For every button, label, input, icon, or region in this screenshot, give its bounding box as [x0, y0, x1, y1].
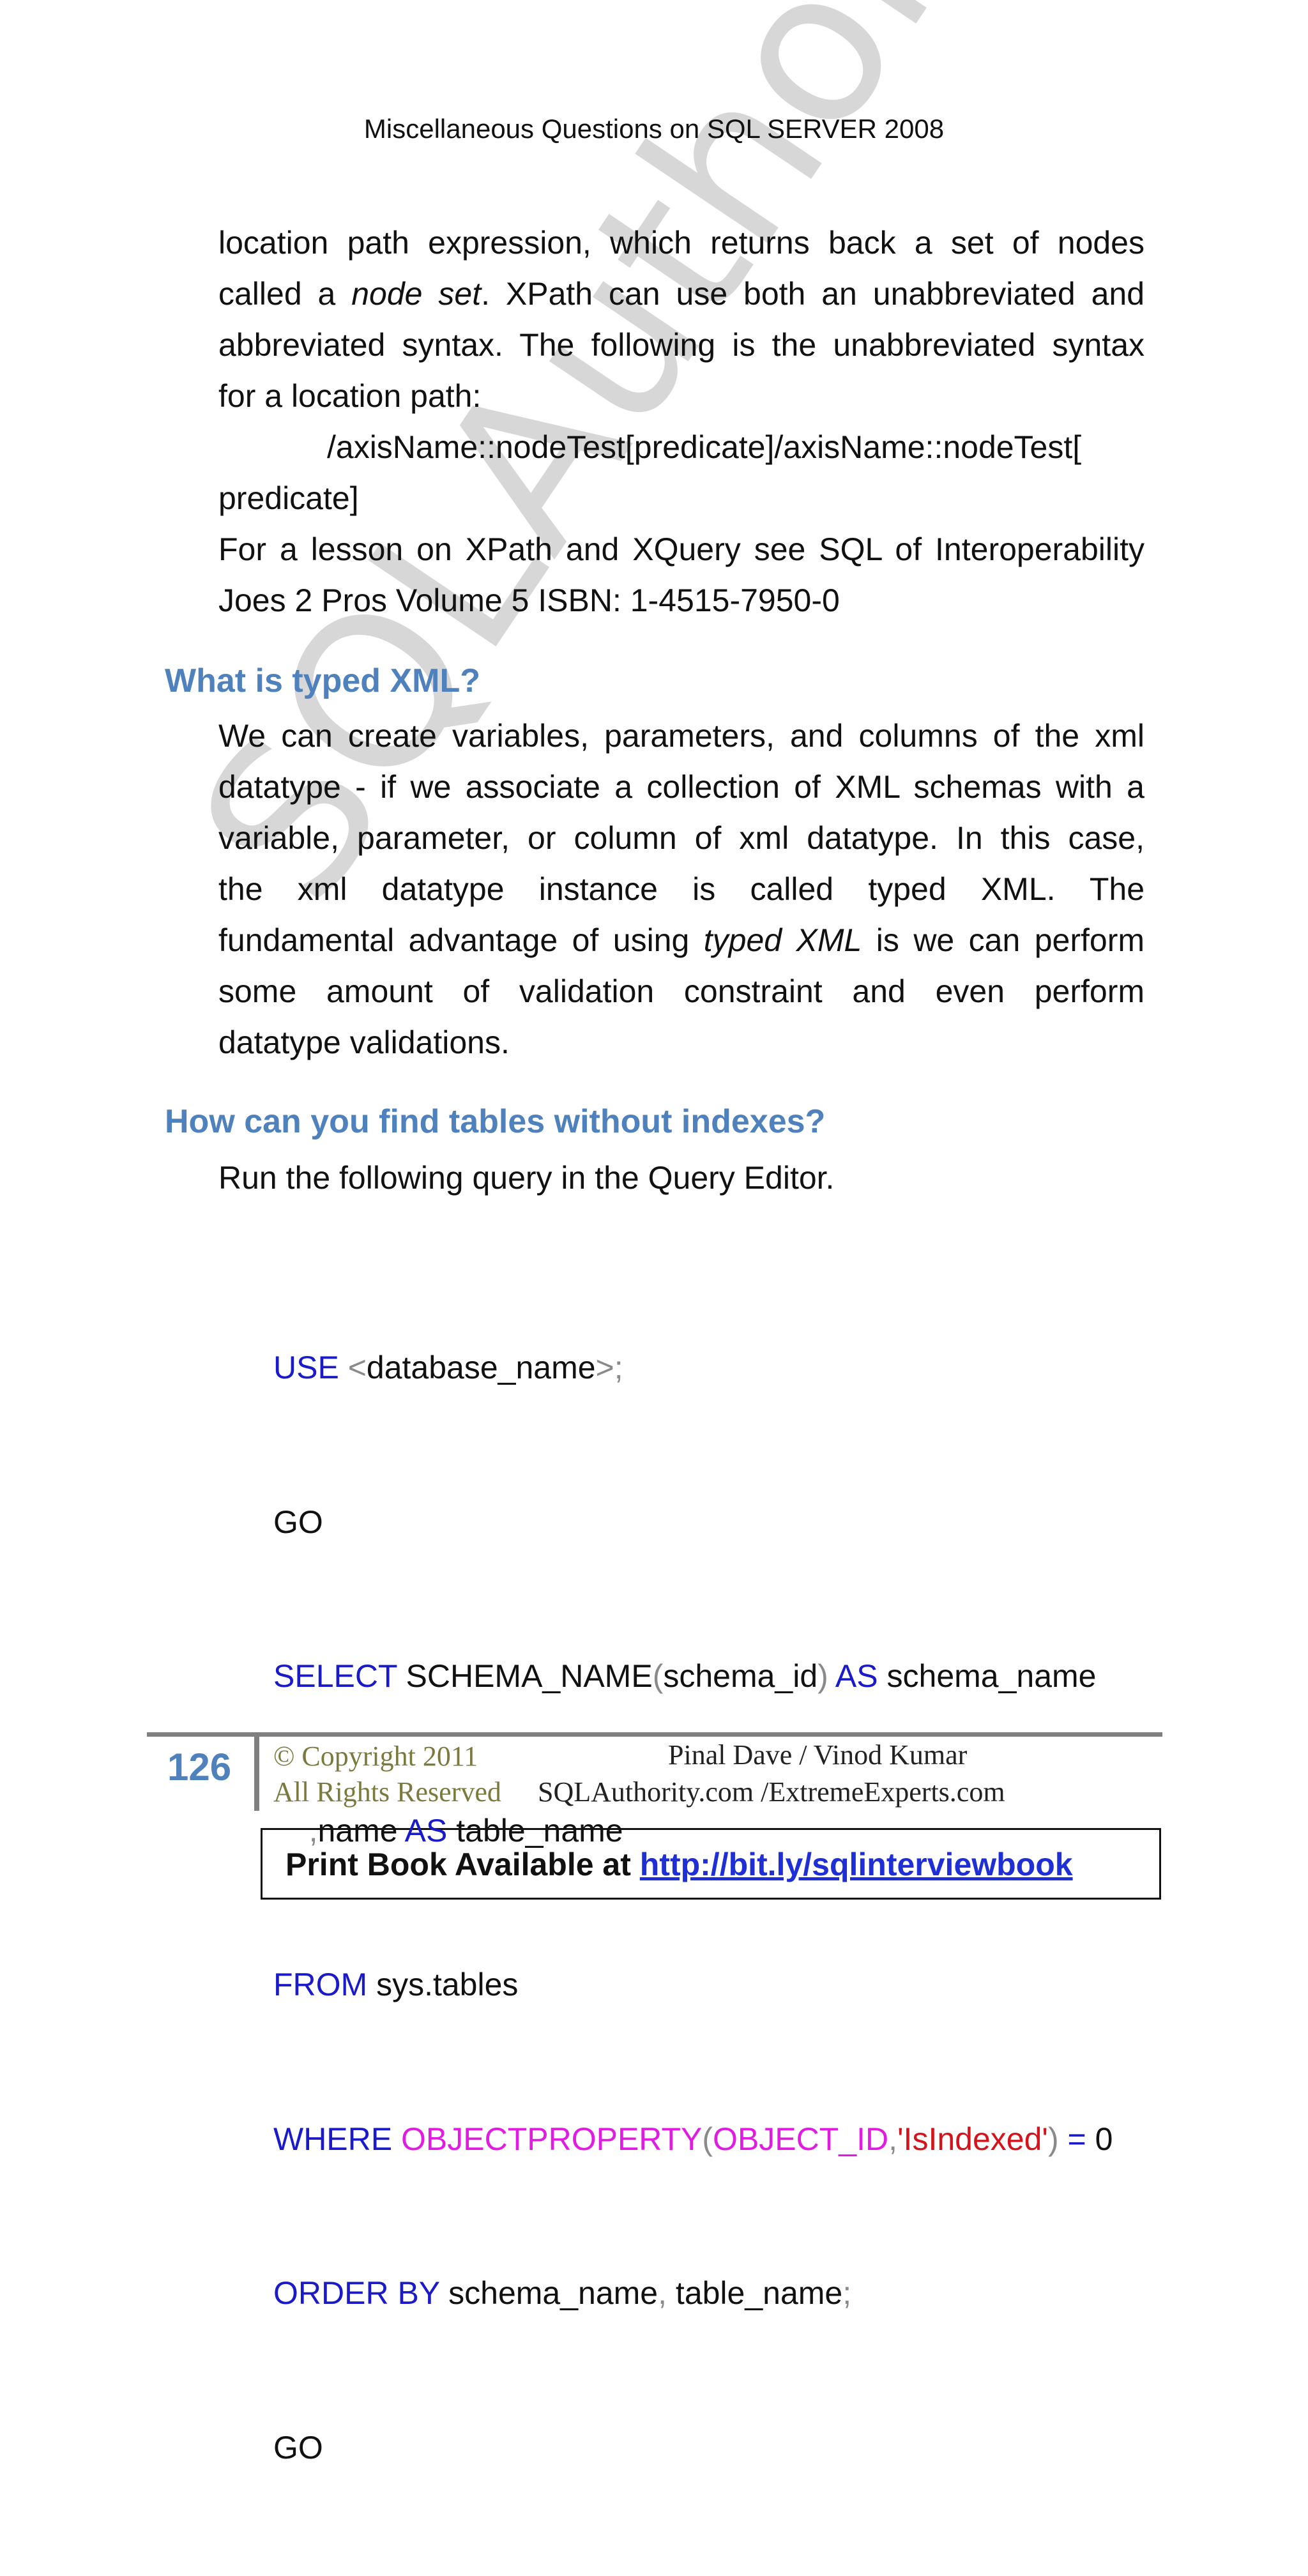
- print-book-text: Print Book Available at http://bit.ly/sqlinterviewbook: [285, 1847, 1073, 1882]
- code-line-where: WHERE OBJECTPROPERTY(OBJECT_ID,'IsIndexed') = 0: [273, 2121, 1113, 2157]
- typed-xml-line-1: We can create variables, parameters, and columns of the xml: [218, 718, 1144, 754]
- typed-xml-line-4: the xml datatype instance is called typed XML. The: [218, 871, 1144, 907]
- heading-typed-xml: What is typed XML?: [165, 662, 480, 699]
- page-number: 126: [167, 1746, 232, 1788]
- xpath-syntax-cont: predicate]: [218, 480, 359, 516]
- intro-paragraph: [218, 217, 1144, 626]
- intro-line-1: location path expression, which returns back a set of nodes: [218, 225, 1144, 261]
- sql-code-block: [273, 1239, 1113, 2576]
- code-line-use: USE <database_name>;: [273, 1350, 623, 1385]
- code-line-from: FROM sys.tables: [273, 1967, 519, 2002]
- lesson-line-2: Joes 2 Pros Volume 5 ISBN: 1-4515-7950-0: [218, 583, 840, 618]
- rights-reserved: All Rights Reserved: [273, 1776, 501, 1808]
- intro-line-4: for a location path:: [218, 378, 482, 414]
- intro-line-3: abbreviated syntax. The following is the unabbreviated syntax: [218, 327, 1144, 363]
- authors: Pinal Dave / Vinod Kumar: [668, 1739, 968, 1771]
- typed-xml-term: typed XML: [703, 922, 862, 958]
- xpath-syntax: /axisName::nodeTest[predicate]/axisName::nodeTest[: [327, 429, 1082, 465]
- typed-xml-line-2: datatype - if we associate a collection of XML schemas with a: [218, 769, 1144, 805]
- typed-xml-line-7: datatype validations.: [218, 1025, 510, 1060]
- code-line-select: SELECT SCHEMA_NAME(schema_id) AS schema_name: [273, 1658, 1097, 1694]
- typed-xml-line-3: variable, parameter, or column of xml datatype. In this case,: [218, 820, 1144, 856]
- code-line-go-1: GO: [273, 1504, 323, 1540]
- lesson-line-1: For a lesson on XPath and XQuery see SQL of Interoperability: [218, 531, 1144, 567]
- heading-tables-without-indexes: How can you find tables without indexes?: [165, 1103, 826, 1140]
- typed-xml-paragraph: [218, 710, 1144, 1068]
- code-line-name: ,name AS table_name: [273, 1812, 623, 1848]
- code-line-go-2: GO: [273, 2429, 323, 2465]
- query-intro: [218, 1152, 1144, 1203]
- running-head: Miscellaneous Questions on SQL SERVER 2008: [363, 114, 945, 144]
- copyright: © Copyright 2011: [273, 1741, 478, 1772]
- code-line-order-by: ORDER BY schema_name, table_name;: [273, 2275, 852, 2311]
- node-set-term: node set: [351, 276, 482, 312]
- footer-divider: [254, 1737, 259, 1811]
- query-intro-line: Run the following query in the Query Editor.: [218, 1160, 835, 1196]
- typed-xml-line-6: some amount of validation constraint and even perform: [218, 973, 1144, 1009]
- intro-line-2: called a node set. XPath can use both an unabbreviated and: [218, 276, 1145, 312]
- author-sites: SQLAuthority.com /ExtremeExperts.com: [538, 1776, 1005, 1808]
- print-book-link[interactable]: http://bit.ly/sqlinterviewbook: [639, 1847, 1073, 1882]
- typed-xml-line-5: fundamental advantage of using typed XML is we can perform: [218, 922, 1145, 958]
